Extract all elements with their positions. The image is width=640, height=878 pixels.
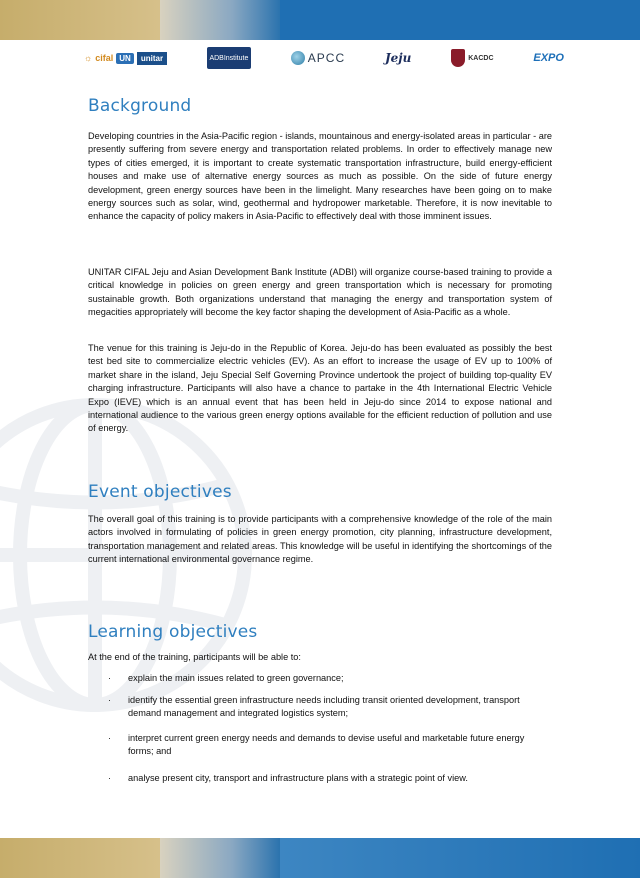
list-item: · interpret current green energy needs and demands to devise useful and marketable future energy forms; and (108, 733, 525, 757)
bullet-icon: · (108, 695, 111, 705)
top-band (0, 0, 640, 40)
partner-logos (84, 44, 564, 72)
adbi-logo: ADBInstitute (207, 47, 251, 69)
bottom-band (0, 838, 640, 878)
globe-icon (291, 51, 305, 65)
cifal-logo: ☼ cifal UN unitar (84, 52, 167, 65)
bullet-icon: · (108, 733, 111, 743)
bullet-icon: · (108, 773, 111, 783)
kacdc-logo: KACDC (451, 49, 493, 67)
event-objectives-heading: Event objectives (88, 482, 232, 502)
un-emblem-icon: UN (116, 53, 134, 64)
learning-objectives-intro: At the end of the training, participants will be able to: (88, 652, 301, 662)
apcc-logo: APCC (291, 51, 345, 65)
background-paragraph-2: UNITAR CIFAL Jeju and Asian Development Bank Institute (ADBI) will organize course-based training to provide a critical knowledge in policies on green energy and green transportation which is necessary for promoting sustainable growth. Both organizations understand that managing the energy and transportation system of megacities appropriately will become the key factor shaping the development of Asia-Pacific as a whole. (88, 267, 552, 318)
learning-objectives-heading: Learning objectives (88, 622, 258, 642)
background-paragraph-1: Developing countries in the Asia-Pacific region - islands, mountainous and energy-isolated areas in particular - are presently suffering from severe energy and transportation related problems. In order to effectively manage new types of cities emerged, it is important to create systematic transportation infrastructure, build energy-efficient houses and make use of alternative energy sources as much as possible. On the side of future energy development, green energy sources have been in the limelight. Many researches have been going on to make energy sources such as solar, wind, geothermal and hydropower marketable. Therefore, it is now inevitable to enhance the capacity of policy makers in Asia-Pacific to effectively deal with those imminent issues. (88, 131, 552, 222)
background-heading: Background (88, 96, 192, 116)
crest-icon (451, 49, 465, 67)
list-item: · identify the essential green infrastructure needs including transit oriented development, transport demand management and integrated logistics system; (108, 695, 520, 719)
unitar-logo: unitar (137, 52, 167, 65)
expo-logo: EXPO (533, 52, 564, 64)
bullet-icon: · (108, 673, 111, 683)
background-paragraph-3: The venue for this training is Jeju-do in the Republic of Korea. Jeju-do has been evaluated as possibly the best test bed site to commercialize electric vehicles (EV). As an effort to increase the usage of EV up to 100% of market share in the island, Jeju Special Self Governing Province undertook the project of building top-quality EV charging infrastructure. Participants will also have a chance to partake in the 4th International Electric Vehicle Expo (IEVE) which is an annual event that has been held in Jeju-do since 2014 to expose national and international audience to the various green energy options available for the efficient reduction of pollution and use of energy. (88, 343, 552, 434)
sun-icon: ☼ (84, 53, 93, 63)
event-objectives-paragraph: The overall goal of this training is to provide participants with a comprehensive knowledge of the role of the main actors involved in formulating of policies in green energy promotion, city planning, infrastructure development, transportation management and related areas. This knowledge will be useful in identifying the shortcomings of the current international environmental governance regime. (88, 514, 552, 565)
list-item: · explain the main issues related to green governance; (128, 672, 538, 685)
jeju-logo: Jeju (384, 51, 412, 65)
list-item: · analyse present city, transport and infrastructure plans with a strategic point of view. (128, 772, 538, 785)
